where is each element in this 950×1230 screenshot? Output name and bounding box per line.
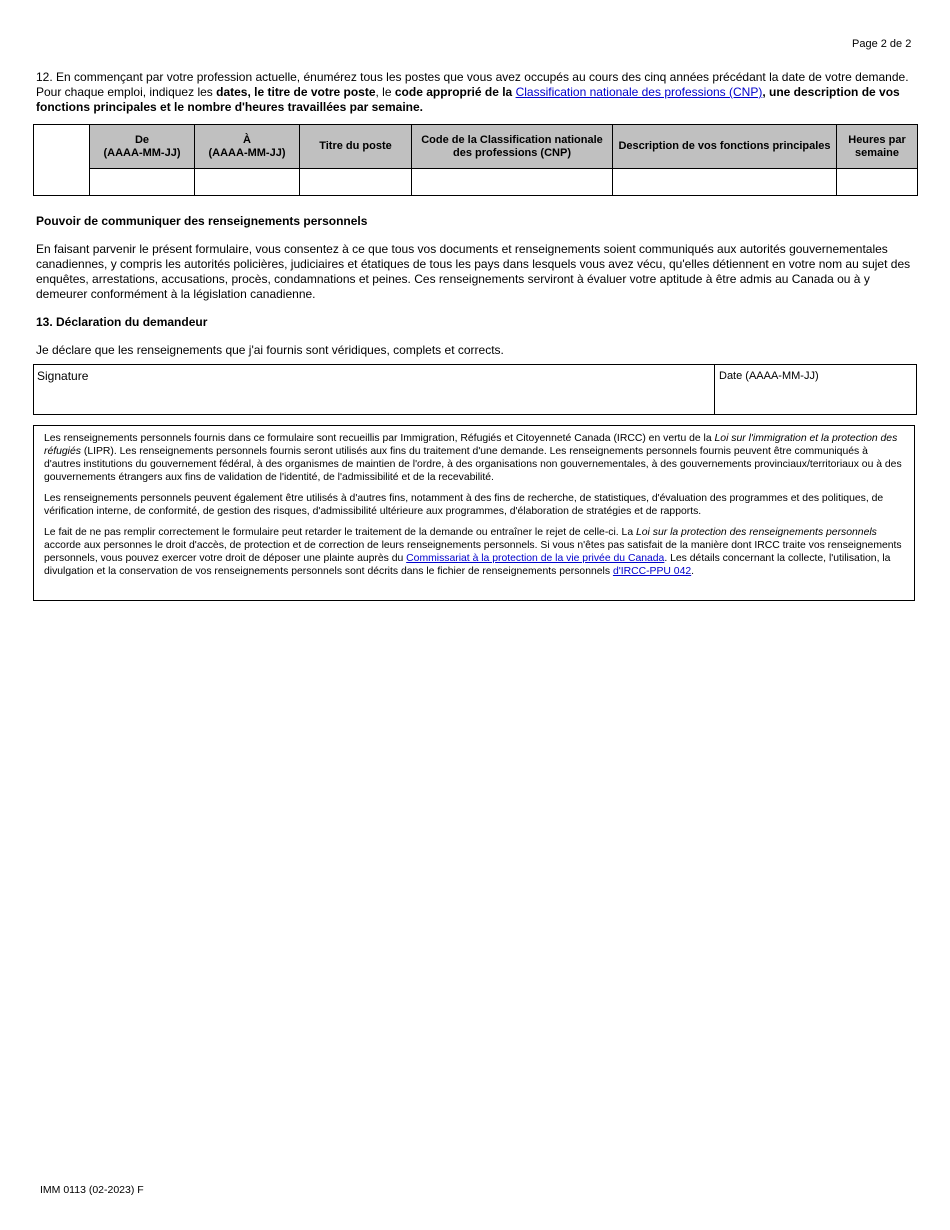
column-header-from: De (AAAA-MM-JJ)	[90, 125, 195, 169]
ircc-ppu-042-link[interactable]: d'IRCC-PPU 042	[612, 566, 692, 577]
signature-field[interactable]	[34, 365, 715, 414]
column-header-duties: Description de vos fonctions principales	[613, 125, 837, 169]
column-header-to: À (AAAA-MM-JJ)	[195, 125, 300, 169]
from-date-input[interactable]	[90, 169, 195, 196]
employment-history-table	[33, 124, 918, 196]
page-number: Page 2 de 2	[852, 38, 912, 50]
cnp-link[interactable]: Classification nationale des professions (CNP)	[515, 85, 763, 99]
cnp-code-input[interactable]	[412, 169, 613, 196]
column-header-hours: Heures par semaine	[837, 125, 918, 169]
signature-date-box	[33, 364, 917, 415]
privacy-notice	[33, 425, 915, 601]
date-label: Date (AAAA-MM-JJ)	[719, 370, 819, 382]
column-header-job-title: Titre du poste	[300, 125, 412, 169]
duties-input[interactable]	[613, 169, 837, 196]
signature-label: Signature	[37, 369, 89, 383]
form-identifier: IMM 0113 (02-2023) F	[40, 1184, 144, 1196]
declaration-title: 13. Déclaration du demandeur	[36, 315, 208, 329]
job-title-input[interactable]	[300, 169, 412, 196]
privacy-paragraph-3: Le fait de ne pas remplir correctement le formulaire peut retarder le traitement de la demande ou entraîner le rejet de celle-ci. La Loi sur la protection des renseignements personnels accorde aux personnes le droit d'accès, de protection et de correction de leurs renseignements personnels. Si vous n'êtes pas satisfait de la manière dont IRCC traite vos renseignements personnels, vous pouvez exercer votre droit de déposer une plainte auprès du Commissariat à la protection de la vie privée du Canada. Les détails concernant la collecte, l'utilisation, la divulgation et la conservation de vos renseignements personnels sont décrits dans le fichier de renseignements personnels d'IRCC-PPU 042.	[44, 527, 902, 577]
question-12-instructions: 12. En commençant par votre profession actuelle, énumérez tous les postes que vous avez occupés au cours des cinq années précédant la date de votre demande. Pour chaque emploi, indiquez les dates, le titre de votre poste, le code approprié de la Classification nationale des professions (CNP), une description de vos fonctions principales et le nombre d'heures travaillées par semaine.	[36, 70, 909, 114]
privacy-paragraph-2: Les renseignements personnels peuvent également être utilisés à d'autres fins, notamment à des fins de recherche, de statistiques, d'évaluation des programmes et des politiques, de vérification interne, de conformité, de gestion des risques, d'admissibilité ultérieure aux programmes, d'élaboration de stratégies et de rapports.	[44, 493, 884, 517]
privacy-paragraph-1: Les renseignements personnels fournis dans ce formulaire sont recueillis par Immigration, Réfugiés et Citoyenneté Canada (IRCC) en vertu de la Loi sur l'immigration et la protection des réfugiés (LIPR). Les renseignements personnels fournis seront utilisés aux fins du traitement d'une demande. Les renseignements personnels fournis peuvent être communiqués à d'autres institutions du gouvernement fédéral, à des organismes de maintien de l'ordre, à des organisations non gouvernementales, à des gouvernements provinciaux/territoriaux ou à des gouvernements étrangers aux fins de validation de l'identité, de l'admissibilité et de la recevabilité.	[44, 433, 902, 483]
hours-input[interactable]	[837, 169, 918, 196]
declaration-body: Je déclare que les renseignements que j'ai fournis sont véridiques, complets et corrects.	[36, 343, 504, 357]
consent-body: En faisant parvenir le présent formulaire, vous consentez à ce que tous vos documents et renseignements soient communiqués aux autorités gouvernementales canadiennes, y compris les autorités policières, judiciaires et étatiques de tous les pays dans lesquels vous avez vécu, qu'elles détiennent en votre nom au sujet des enquêtes, arrestations, accusations, procès, condamnations et peines. Ces renseignements serviront à évaluer votre aptitude à être admis au Canada ou à y demeurer conformément à la législation canadienne.	[36, 242, 911, 301]
row-number-cell	[34, 125, 90, 196]
column-header-cnp-code: Code de la Classification nationale des professions (CNP)	[412, 125, 613, 169]
to-date-input[interactable]	[195, 169, 300, 196]
privacy-commissioner-link[interactable]: Commissariat à la protection de la vie privée du Canada	[406, 553, 665, 564]
consent-title: Pouvoir de communiquer des renseignements personnels	[36, 214, 368, 228]
date-field[interactable]	[715, 365, 916, 414]
